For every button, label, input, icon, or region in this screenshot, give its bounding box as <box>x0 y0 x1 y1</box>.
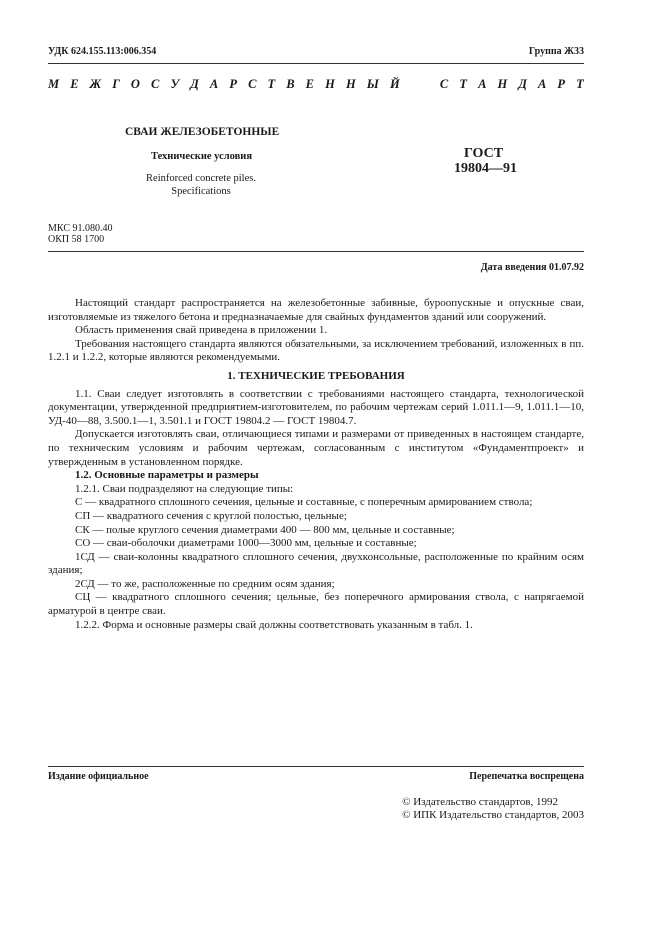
banner-letter: Е <box>70 77 79 91</box>
pile-type-c: С — квадратного сплошного сечения, цельные и составные, с поперечным армированием ствола; <box>75 496 533 509</box>
paragraph-allowed: Допускается изготовлять сваи, отличающиеся типами и размерами от приведенных в настоящем стандарте, по техническим условиям и рабочим чертежам, согласованным с институтом «Фундаментпроект» и утвержденным в установленном порядке. <box>48 428 584 468</box>
banner-letter: Н <box>325 77 335 91</box>
gost-label: ГОСТ <box>464 146 504 161</box>
banner-letter: Т <box>459 77 467 91</box>
banner-letter: Н <box>497 77 508 91</box>
pile-type-sp: СП — квадратного сечения с круглой полостью, цельные; <box>75 509 347 522</box>
document-title: СВАИ ЖЕЛЕЗОБЕТОННЫЕ <box>125 126 280 138</box>
banner-letter: А <box>478 77 487 91</box>
interstate-standard-banner <box>48 77 584 92</box>
official-edition-label: Издание официальное <box>48 771 149 782</box>
banner-letter: С <box>439 77 449 91</box>
udk-code: УДК 624.155.113:006.354 <box>48 46 157 57</box>
banner-letter: А <box>209 77 219 91</box>
banner-letter: Д <box>190 77 199 91</box>
banner-letter: Т <box>267 77 276 91</box>
subsection-heading-1-2: 1.2. Основные параметры и размеры <box>75 469 259 482</box>
intro-paragraph-2: Область применения свай приведена в приложении 1. <box>75 324 328 337</box>
bottom-divider <box>48 766 584 767</box>
pile-type-sk: СК — полые круглого сечения диаметрами 400 — 800 мм, цельные и составные; <box>75 523 455 536</box>
banner-letter: Ы <box>366 77 379 91</box>
banner-letter: Е <box>305 77 315 91</box>
section-heading-1: 1. ТЕХНИЧЕСКИЕ ТРЕБОВАНИЯ <box>227 369 405 382</box>
banner-letter: Г <box>112 77 120 91</box>
okp-code: ОКП 58 1700 <box>48 234 105 245</box>
banner-letter: Т <box>576 77 584 91</box>
intro-paragraph-3: Требования настоящего стандарта являются обязательными, за исключением требований, изложенных в пп. 1.2.1 и 1.2.2, которые являются рекомендуемыми. <box>48 337 584 364</box>
effective-date <box>481 262 584 273</box>
banner-letter: Р <box>229 77 237 91</box>
group-code: Группа Ж33 <box>528 46 584 57</box>
gost-number: 19804—91 <box>454 161 517 176</box>
copyright-line-1: © Издательство стандартов, 1992 <box>402 796 559 808</box>
banner-word-gap <box>411 77 429 92</box>
english-title-line2: Specifications <box>171 186 231 197</box>
pile-type-sc: СЦ — квадратного сплошного сечения; цельные, без поперечного армирования ствола, с напрягаемой арматурой в центре сваи. <box>48 591 584 618</box>
effective-date-value: 01.07.92 <box>549 262 584 273</box>
document-subtitle: Технические условия <box>151 151 253 162</box>
classification-codes <box>48 223 112 245</box>
paragraph-1-1: 1.1. Сваи следует изготовлять в соответствии с требованиями настоящего стандарта, технологической документации, утвержденной предприятием-изготовителем, по рабочим чертежам серий 1.011.1—9, 1.011.1—10, УД-40—88, 3.500.1—1, 3.501.1 и ГОСТ 19804.2 — ГОСТ 19804.7. <box>48 387 584 427</box>
document-body <box>48 297 584 632</box>
english-title-line1: Reinforced concrete piles. <box>146 173 256 184</box>
effective-date-label: Дата введения <box>480 262 547 273</box>
pile-type-1sd: 1СД — сваи-колонны квадратного сплошного сечения, двухконсольные, расположенные по крайним осям здания; <box>48 550 584 577</box>
banner-letter: Д <box>518 77 527 91</box>
paragraph-1-2-1: 1.2.1. Сваи подразделяют на следующие типы: <box>75 482 294 495</box>
paragraph-1-2-2: 1.2.2. Форма и основные размеры свай должны соответствовать указанным в табл. 1. <box>75 618 473 631</box>
banner-letter: М <box>48 77 60 91</box>
banner-letter: Й <box>389 77 400 91</box>
copyright-block <box>402 796 584 822</box>
mks-code: МКС 91.080.40 <box>48 223 113 234</box>
reprint-prohibited-label: Перепечатка воспрещена <box>469 771 584 782</box>
banner-letter: С <box>151 77 160 91</box>
banner-letter: Н <box>345 77 356 91</box>
top-divider <box>48 63 584 64</box>
english-title <box>146 172 256 198</box>
banner-letter: О <box>130 77 140 91</box>
pile-type-so: СО — сваи-оболочки диаметрами 1000—3000 мм, цельные и составные; <box>75 537 417 550</box>
pile-type-2sd: 2СД — то же, расположенные по средним осям здания; <box>75 577 335 590</box>
banner-letter: В <box>286 77 295 91</box>
banner-letter: С <box>248 77 257 91</box>
date-divider <box>48 251 584 252</box>
banner-letter: Ж <box>89 77 102 91</box>
intro-paragraph-1: Настоящий стандарт распространяется на железобетонные забивные, буроопускные и опускные сваи, изготовляемые из тяжелого бетона и предназначаемые для свайных фундаментов зданий или сооружений. <box>48 297 584 323</box>
banner-letter: Р <box>557 77 566 91</box>
banner-letter: А <box>537 77 547 91</box>
banner-letter: У <box>170 77 180 91</box>
copyright-line-2: © ИПК Издательство стандартов, 2003 <box>402 809 584 821</box>
